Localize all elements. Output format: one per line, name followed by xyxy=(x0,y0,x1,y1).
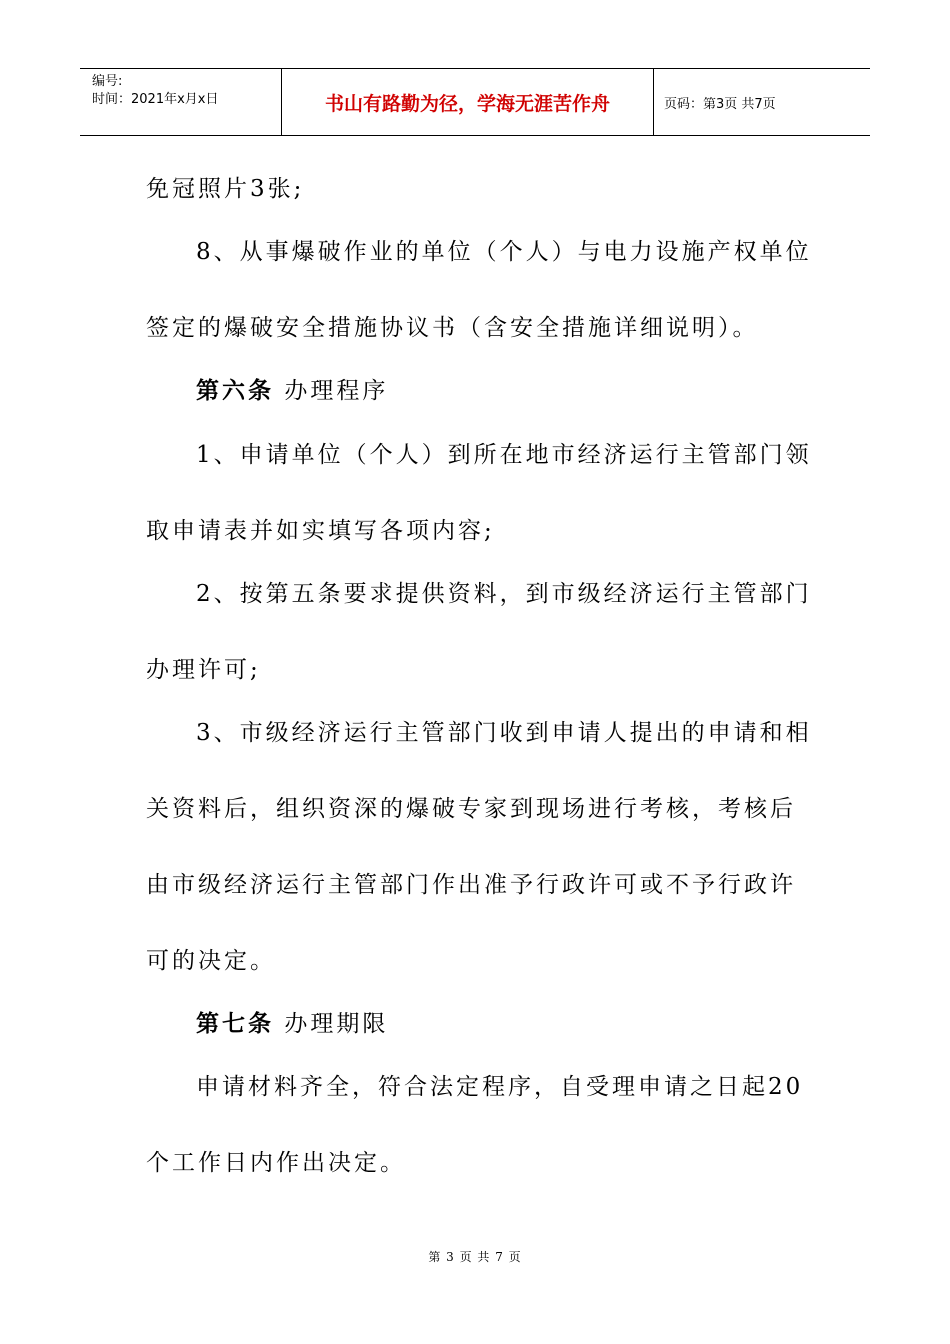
header-motto: 书山有路勤为径，学海无涯苦作舟 xyxy=(282,69,654,135)
header-meta xyxy=(80,69,282,135)
paragraph-line: 免冠照片3张; xyxy=(146,176,305,202)
article-6-text: 办理程序 xyxy=(284,378,389,404)
article-7-title: 第七条 xyxy=(196,1010,274,1037)
article-7-heading xyxy=(196,1005,810,1038)
doc-time-label: 时间：2021年x月x日 xyxy=(92,92,219,107)
paragraph-line: 1、申请单位（个人）到所在地市经济运行主管部门领 xyxy=(196,442,812,468)
paragraph-line: 申请材料齐全，符合法定程序，自受理申请之日起20 xyxy=(196,1074,804,1100)
paragraph-line: 8、从事爆破作业的单位（个人）与电力设施产权单位 xyxy=(196,239,812,265)
paragraph-line: 2、按第五条要求提供资料，到市级经济运行主管部门 xyxy=(196,581,812,607)
doc-number-label: 编号: xyxy=(92,74,123,89)
article-6-heading xyxy=(196,372,810,405)
page-footer: 第 3 页 共 7 页 xyxy=(428,1250,522,1264)
paragraph-line: 签定的爆破安全措施协议书（含安全措施详细说明）。 xyxy=(146,315,759,341)
paragraph-line: 个工作日内作出决定。 xyxy=(146,1150,406,1176)
paragraph-line: 关资料后，组织资深的爆破专家到现场进行考核，考核后 xyxy=(146,796,796,822)
paragraph-line: 可的决定。 xyxy=(146,948,276,974)
paragraph-line: 办理许可; xyxy=(146,657,261,683)
page-header xyxy=(80,68,870,136)
paragraph-line: 取申请表并如实填写各项内容; xyxy=(146,518,495,544)
article-6-title: 第六条 xyxy=(196,377,274,404)
header-page-info: 页码：第3页 共7页 xyxy=(664,96,776,112)
article-7-text: 办理期限 xyxy=(284,1011,389,1037)
paragraph-line: 由市级经济运行主管部门作出准予行政许可或不予行政许 xyxy=(146,872,796,898)
paragraph-line: 3、市级经济运行主管部门收到申请人提出的申请和相 xyxy=(196,720,812,746)
